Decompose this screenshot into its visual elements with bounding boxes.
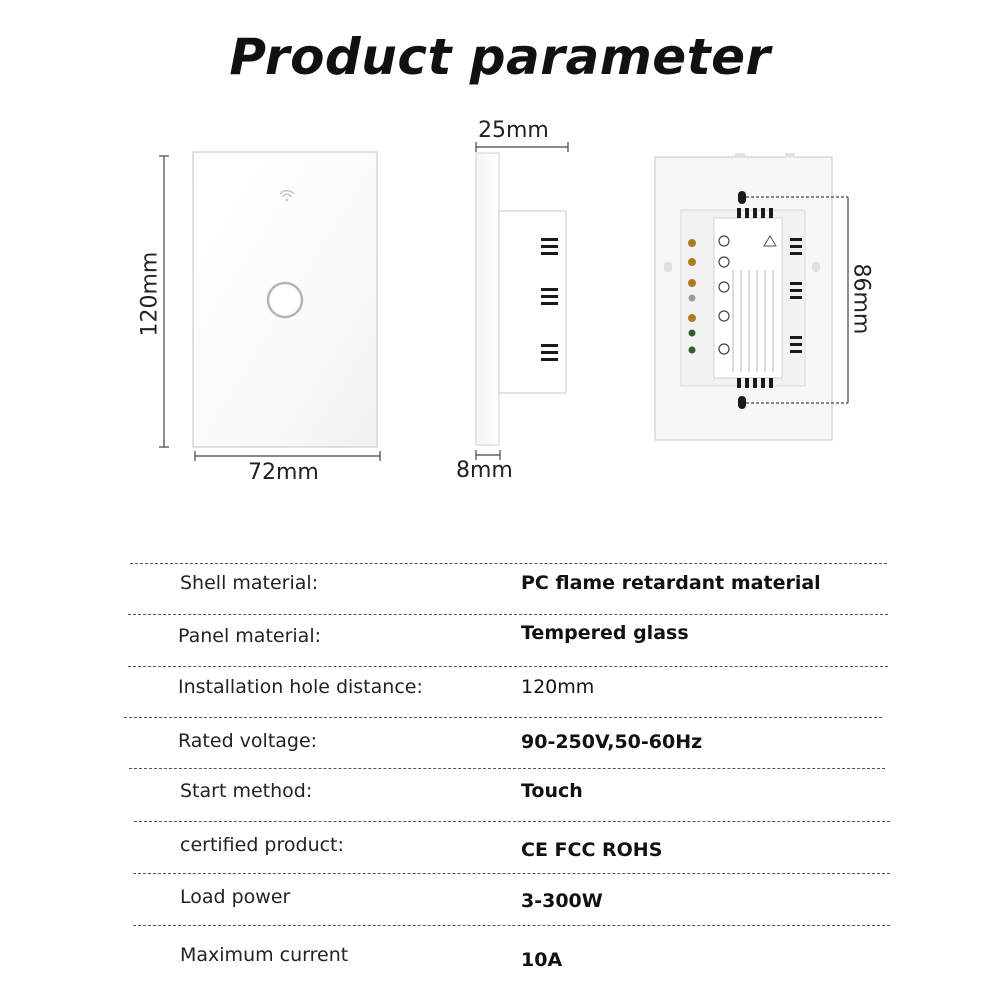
spec-value: PC flame retardant material <box>521 572 821 594</box>
mounting-hole-bottom <box>738 396 746 409</box>
table-separator <box>129 768 885 769</box>
table-separator <box>133 925 890 926</box>
mounting-hole-top <box>738 191 746 204</box>
spec-label: Installation hole distance: <box>178 676 423 698</box>
table-separator <box>124 717 882 718</box>
spec-label: Start method: <box>180 780 313 802</box>
width-label: 72mm <box>248 460 319 485</box>
table-separator <box>130 563 887 564</box>
spec-label: Load power <box>180 886 291 908</box>
spec-label: certified product: <box>180 834 344 856</box>
front-view <box>159 152 380 461</box>
spec-label: Maximum current <box>180 944 349 966</box>
spec-value: 3-300W <box>521 890 603 912</box>
spec-value: 10A <box>521 949 563 971</box>
spec-label: Shell material: <box>180 572 319 594</box>
spec-label: Panel material: <box>178 625 322 647</box>
spec-value: 90-250V,50-60Hz <box>521 731 703 753</box>
table-separator <box>134 821 890 822</box>
table-separator <box>128 614 888 615</box>
thickness-label: 8mm <box>456 458 513 483</box>
table-separator <box>128 666 888 667</box>
hole-distance-label: 86mm <box>848 263 874 335</box>
spec-value: Tempered glass <box>521 622 689 644</box>
touch-button-ring <box>268 283 302 317</box>
spec-label: Rated voltage: <box>178 730 318 752</box>
side-panel <box>476 153 499 445</box>
page-title: Product parameter <box>229 28 771 86</box>
height-label: 120mm <box>137 251 163 337</box>
side-view <box>476 142 568 460</box>
table-separator <box>133 873 890 874</box>
back-view <box>655 153 848 440</box>
spec-value: CE FCC ROHS <box>521 839 663 861</box>
spec-value: Touch <box>521 780 583 802</box>
spec-value: 120mm <box>521 676 595 698</box>
depth-label: 25mm <box>478 118 549 143</box>
